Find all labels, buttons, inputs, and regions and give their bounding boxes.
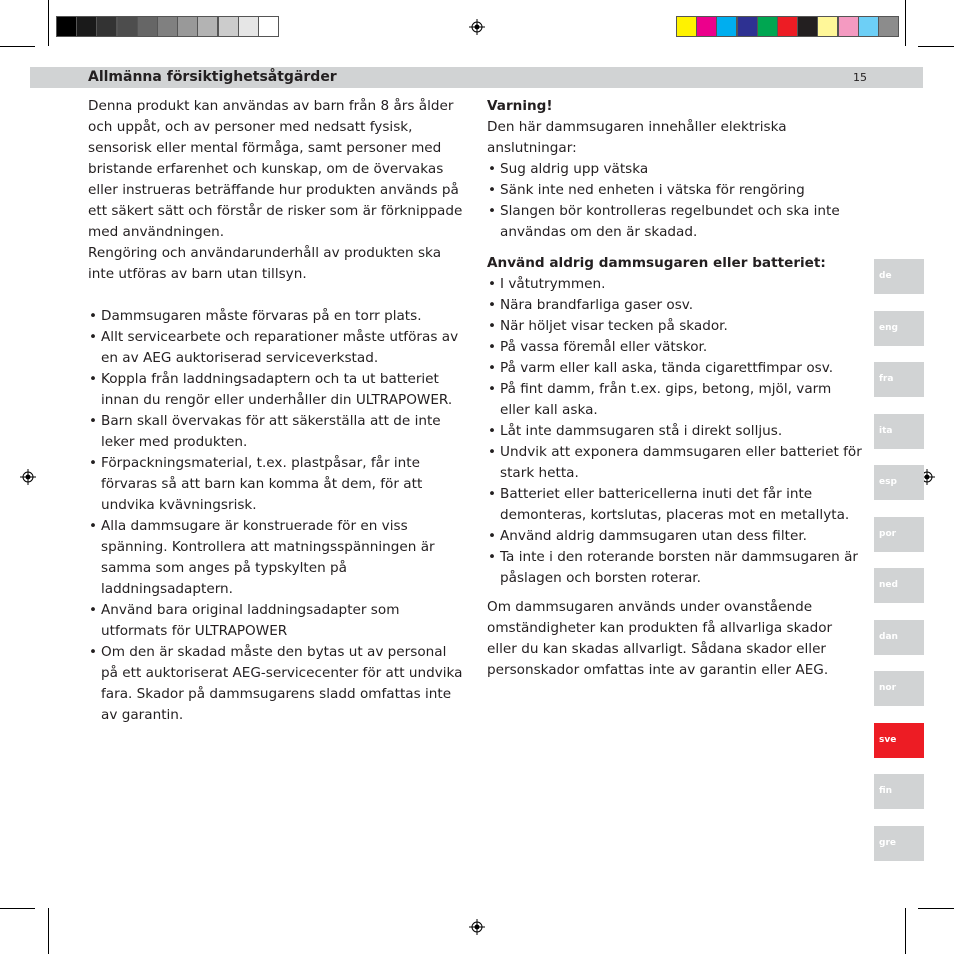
crop-mark <box>48 908 49 954</box>
supervision-paragraph: Rengöring och användarunderhåll av produkten ska inte utföras av barn utan tillsyn. <box>88 245 442 282</box>
tab-de[interactable]: de <box>874 259 924 294</box>
color-swatch <box>218 16 239 37</box>
registration-mark-icon <box>469 19 485 35</box>
safety-list <box>88 306 466 726</box>
crop-mark <box>918 46 954 47</box>
list-item: • Allt servicearbete och reparationer måste utföras av en av AEG auktoriserad serviceverkstad. <box>88 327 466 369</box>
warning-text: Den här dammsugaren innehåller elektriska anslutningar: <box>487 119 787 156</box>
intro-paragraph: Denna produkt kan användas av barn från 8 års ålder och uppåt, och av personer med nedsatt fysisk, sensorisk eller mental förmåga, samt personer med bristande erfarenhet och kunskap, om de övervakas eller instrueras beträffande hur produkten används på ett säkert sätt och förstår de risker som är förknippade med användningen. <box>88 98 463 240</box>
list-item: • Använd aldrig dammsugaren utan dess filter. <box>487 526 865 547</box>
tab-fin[interactable]: fin <box>874 774 924 809</box>
color-swatch <box>238 16 259 37</box>
color-swatch <box>716 16 737 37</box>
page-number: 15 <box>853 71 867 84</box>
list-item: • På fint damm, från t.ex. gips, betong, mjöl, varm eller kall aska. <box>487 379 865 421</box>
list-item: • Undvik att exponera dammsugaren eller batteriet för stark hetta. <box>487 442 865 484</box>
right-column <box>487 96 865 681</box>
color-swatch <box>838 16 859 37</box>
tab-por[interactable]: por <box>874 517 924 552</box>
left-column <box>88 96 466 726</box>
tab-esp[interactable]: esp <box>874 465 924 500</box>
color-swatch <box>137 16 158 37</box>
tab-dan[interactable]: dan <box>874 620 924 655</box>
registration-mark-icon <box>469 919 485 935</box>
crop-mark <box>0 46 35 47</box>
list-item: • Använd bara original laddningsadapter som utformats för ULTRAPOWER <box>88 600 466 642</box>
list-item: • Sänk inte ned enheten i vätska för rengöring <box>487 180 865 201</box>
never-use-list <box>487 274 865 589</box>
list-item: • Barn skall övervakas för att säkerställa att de inte leker med produkten. <box>88 411 466 453</box>
tab-fra[interactable]: fra <box>874 362 924 397</box>
crop-mark <box>48 0 49 46</box>
page-title: Allmänna försiktighetsåtgärder <box>88 69 337 85</box>
list-item: • I våtutrymmen. <box>487 274 865 295</box>
list-item: • Dammsugaren måste förvaras på en torr plats. <box>88 306 466 327</box>
color-swatch <box>757 16 778 37</box>
tab-gre[interactable]: gre <box>874 826 924 861</box>
list-item: • Nära brandfarliga gaser osv. <box>487 295 865 316</box>
color-swatch <box>737 16 758 37</box>
list-item: • Koppla från laddningsadaptern och ta ut batteriet innan du rengör eller underhåller din ULTRAPOWER. <box>88 369 466 411</box>
tab-nor[interactable]: nor <box>874 671 924 706</box>
color-swatch <box>96 16 117 37</box>
list-item: • Sug aldrig upp vätska <box>487 159 865 180</box>
list-item: • På varm eller kall aska, tända cigarettfimpar osv. <box>487 358 865 379</box>
color-swatch <box>676 16 697 37</box>
color-swatch <box>157 16 178 37</box>
list-item: • Batteriet eller battericellerna inuti det får inte demonteras, kortslutas, placeras mot en metallyta. <box>487 484 865 526</box>
list-item: • Om den är skadad måste den bytas ut av personal på ett auktoriserat AEG-servicecenter för att undvika fara. Skador på dammsugarens sladd omfattas inte av garantin. <box>88 642 466 726</box>
registration-mark-icon <box>20 469 36 485</box>
tab-eng[interactable]: eng <box>874 311 924 346</box>
color-swatch <box>76 16 97 37</box>
list-item: • Förpackningsmaterial, t.ex. plastpåsar, får inte förvaras så att barn kan komma åt dem, för att undvika kvävningsrisk. <box>88 453 466 516</box>
warning-list <box>487 159 865 243</box>
closing-paragraph: Om dammsugaren används under ovanstående omständigheter kan produkten få allvarliga skador eller du kan skadas allvarligt. Sådana skador eller personskador omfattas inte av garantin eller AEG. <box>487 599 833 678</box>
color-swatch <box>878 16 899 37</box>
never-use-heading: Använd aldrig dammsugaren eller batteriet: <box>487 255 826 271</box>
list-item: • När höljet visar tecken på skador. <box>487 316 865 337</box>
color-swatch <box>797 16 818 37</box>
crop-mark <box>918 908 954 909</box>
tab-sve[interactable]: sve <box>874 723 924 758</box>
tab-ita[interactable]: ita <box>874 414 924 449</box>
crop-mark <box>0 908 35 909</box>
warning-heading: Varning! <box>487 98 553 114</box>
color-swatch <box>117 16 138 37</box>
list-item: • Ta inte i den roterande borsten när dammsugaren är påslagen och borsten roterar. <box>487 547 865 589</box>
list-item: • Slangen bör kontrolleras regelbundet och ska inte användas om den är skadad. <box>487 201 865 243</box>
color-swatch <box>858 16 879 37</box>
color-swatch <box>177 16 198 37</box>
list-item: • Alla dammsugare är konstruerade för en viss spänning. Kontrollera att matningsspänningen är samma som anges på typskylten på laddningsadaptern. <box>88 516 466 600</box>
color-swatch <box>777 16 798 37</box>
color-swatch <box>817 16 838 37</box>
tab-ned[interactable]: ned <box>874 568 924 603</box>
list-item: • Låt inte dammsugaren stå i direkt solljus. <box>487 421 865 442</box>
color-swatch <box>696 16 717 37</box>
list-item: • På vassa föremål eller vätskor. <box>487 337 865 358</box>
crop-mark <box>905 0 906 46</box>
color-swatch <box>197 16 218 37</box>
color-swatch <box>56 16 77 37</box>
color-swatch <box>258 16 279 37</box>
crop-mark <box>905 908 906 954</box>
